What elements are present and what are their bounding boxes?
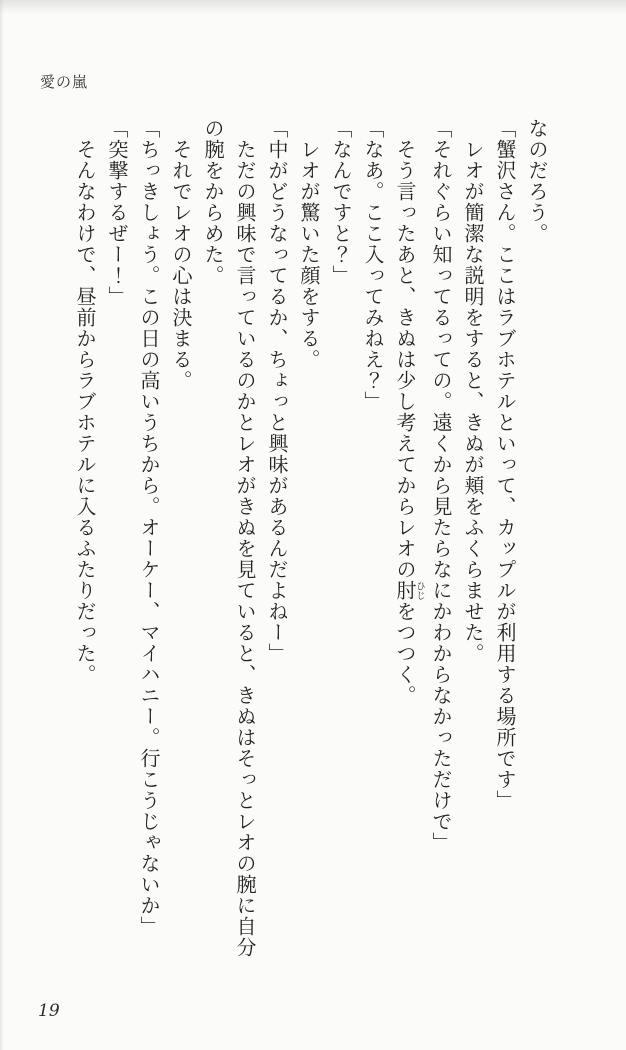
running-header-title: 愛の嵐 bbox=[40, 75, 89, 91]
vertical-text-block bbox=[68, 118, 552, 970]
text-line: 「中がどうなってるか、ちょっと興味があるんだよねー」 bbox=[265, 118, 287, 664]
page-number: 19 bbox=[38, 1001, 60, 1021]
text-line: なのだろう。 bbox=[525, 118, 547, 244]
text-line: 「なあ。ここ入ってみねえ？」 bbox=[361, 118, 383, 412]
text-line: それでレオの心は決まる。 bbox=[169, 118, 191, 391]
text-line: の腕をからめた。 bbox=[201, 118, 223, 286]
text-line: 「それぐらい知ってるっての。遠くから見たらなにかわからなかっただけで」 bbox=[429, 118, 451, 853]
text-line: そんなわけで、昼前からラブホテルに入るふたりだった。 bbox=[73, 118, 95, 685]
text-line: ただの興味で言っているのかとレオがきぬを見ていると、きぬはそっとレオの腕に自分 bbox=[233, 118, 255, 958]
text-line: レオが簡潔な説明をすると、きぬが頬をふくらませた。 bbox=[461, 118, 483, 664]
text-line: 「突撃するぜー！」 bbox=[105, 118, 127, 307]
text-line: 「なんですと？」 bbox=[329, 118, 351, 286]
text-line: そう言ったあと、きぬは少し考えてからレオの肘 ひじをつつく。 bbox=[393, 118, 424, 706]
text-line: 「蟹沢さん。ここはラブホテルといって、カップルが利用する場所です」 bbox=[493, 118, 515, 811]
furigana-ruby: 肘 ひじ bbox=[393, 580, 424, 601]
text-line: レオが驚いた顔をする。 bbox=[297, 118, 319, 370]
text-line: 「ちっきしょう。この日の高いうちから。オーケー、マイハニー。行こうじゃないか」 bbox=[137, 118, 159, 937]
